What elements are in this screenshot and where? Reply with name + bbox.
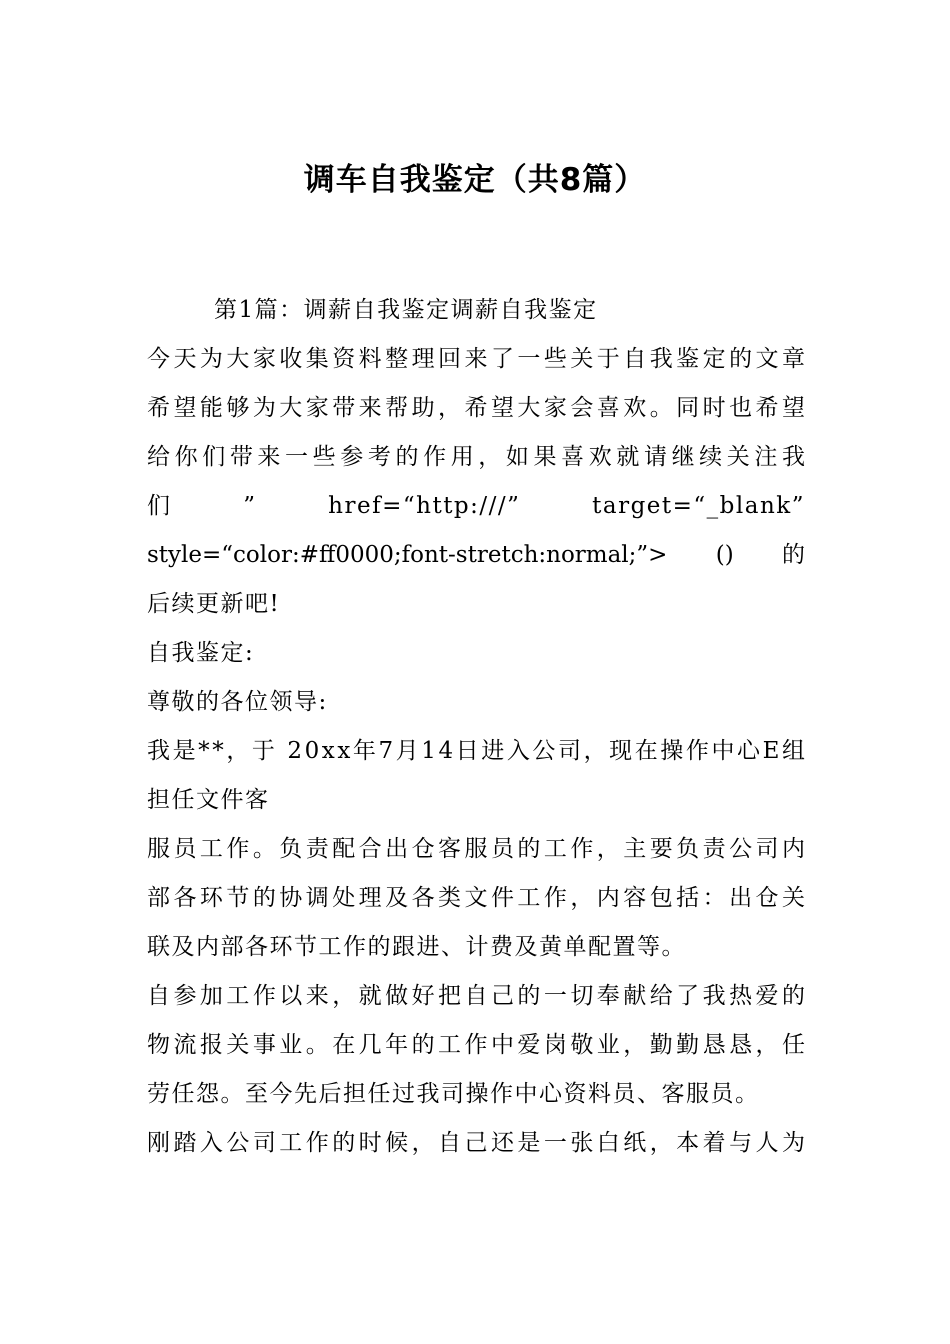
body-line-text: 今天为大家收集资料整理回来了一些关于自我鉴定的文章 xyxy=(147,346,809,372)
document-title: 调车自我鉴定（共8篇） xyxy=(303,162,647,198)
body-line xyxy=(147,335,809,384)
document-body xyxy=(147,335,810,1168)
body-line xyxy=(147,1119,809,1168)
body-line xyxy=(147,482,805,531)
body-line xyxy=(147,874,809,923)
body-line xyxy=(147,1021,809,1070)
body-line-segment: 的 xyxy=(782,542,805,568)
body-line-text: 部各环节的协调处理及各类文件工作，内容包括：出仓关 xyxy=(147,885,809,911)
body-line xyxy=(147,825,809,874)
body-line-segment: target=“_blank” xyxy=(592,493,805,519)
body-line xyxy=(147,384,809,433)
body-line-text: 自参加工作以来，就做好把自己的一切奉献给了我热爱的 xyxy=(147,983,809,1009)
body-line-text: 我是**，于 20xx年7月14日进入公司，现在操作中心E组 xyxy=(147,738,808,764)
body-line: 尊敬的各位领导: xyxy=(147,689,328,715)
body-line: 后续更新吧! xyxy=(147,591,281,617)
body-line-segment: () xyxy=(715,542,734,568)
body-line: 联及内部各环节工作的跟进、计费及黄单配置等。 xyxy=(147,934,686,960)
body-line-segment: ” xyxy=(243,493,257,519)
body-line: 劳任怨。至今先后担任过我司操作中心资料员、客服员。 xyxy=(147,1081,760,1107)
body-line-text: 刚踏入公司工作的时候，自己还是一张白纸，本着与人为 xyxy=(147,1130,809,1156)
body-line-text: 希望能够为大家带来帮助，希望大家会喜欢。同时也希望 xyxy=(147,395,809,421)
body-line-segment: 们 xyxy=(147,493,172,519)
body-line-segment: href=“http:///” xyxy=(328,493,521,519)
body-line: 担任文件客 xyxy=(147,787,270,813)
body-line-segment: style=“color:#ff0000;font-stretch:normal;”> xyxy=(147,542,668,568)
body-line xyxy=(147,727,808,776)
body-line xyxy=(147,972,809,1021)
section-heading: 第1篇：调薪自我鉴定调薪自我鉴定 xyxy=(214,297,598,323)
body-line-text: 给你们带来一些参考的作用，如果喜欢就请继续关注我 xyxy=(147,444,810,470)
body-line xyxy=(147,531,805,580)
body-line-text: 物流报关事业。在几年的工作中爱岗敬业，勤勤恳恳，任 xyxy=(147,1032,809,1058)
body-line-text: 服员工作。负责配合出仓客服员的工作，主要负责公司内 xyxy=(147,836,809,862)
body-line: 自我鉴定: xyxy=(147,640,255,666)
body-line xyxy=(147,433,810,482)
